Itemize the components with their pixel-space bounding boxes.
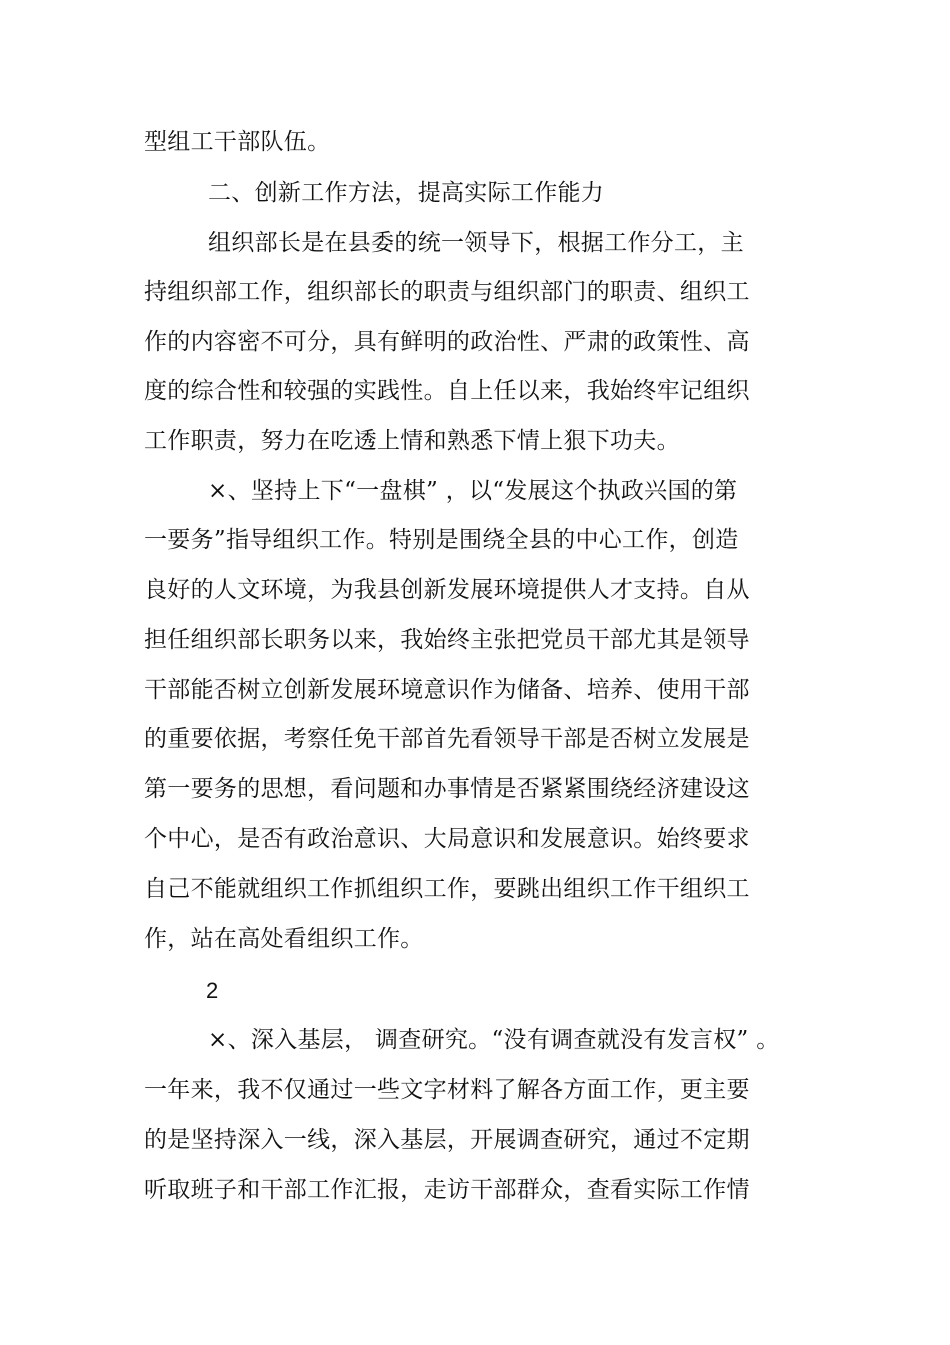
text-line: ×、坚持上下“一盘棋” ，以“发展这个执政兴国的第: [208, 478, 738, 504]
text-line: 作，站在高处看组织工作。: [144, 926, 424, 952]
text-line: 良好的人文环境，为我县创新发展环境提供人才支持。自从: [144, 577, 750, 603]
text-line: 作的内容密不可分，具有鲜明的政治性、严肃的政策性、高: [144, 329, 750, 355]
text-line: 工作职责，努力在吃透上情和熟悉下情上狠下功夫。: [144, 428, 680, 454]
text-line: 自己不能就组织工作抓组织工作，要跳出组织工作干组织工: [144, 876, 750, 902]
text-line: ×、深入基层， 调查研究。“没有调查就没有发言权” 。: [208, 1027, 780, 1053]
section-heading: 二、创新工作方法，提高实际工作能力: [208, 180, 605, 206]
text-line: 持组织部工作，组织部长的职责与组织部门的职责、组织工: [144, 279, 750, 305]
text-line: 第一要务的思想，看问题和办事情是否紧紧围绕经济建设这: [144, 776, 750, 802]
text-line: 一年来，我不仅通过一些文字材料了解各方面工作，更主要: [144, 1077, 750, 1103]
text-line: 的是坚持深入一线，深入基层，开展调查研究，通过不定期: [144, 1127, 750, 1153]
text-line: 担任组织部长职务以来，我始终主张把党员干部尤其是领导: [144, 627, 750, 653]
text-line: 干部能否树立创新发展环境意识作为储备、培养、使用干部: [144, 677, 750, 703]
text-line: 的重要依据，考察任免干部首先看领导干部是否树立发展是: [144, 726, 750, 752]
text-line: 型组工干部队伍。: [144, 129, 331, 155]
text-line: 组织部长是在县委的统一领导下，根据工作分工，主: [208, 230, 744, 256]
text-line: 度的综合性和较强的实践性。自上任以来，我始终牢记组织: [144, 378, 750, 404]
text-line: 听取班子和干部工作汇报，走访干部群众，查看实际工作情: [144, 1177, 750, 1203]
text-line: 个中心，是否有政治意识、大局意识和发展意识。始终要求: [144, 826, 750, 852]
page-number: 2: [206, 978, 219, 1003]
text-line: 一要务”指导组织工作。特别是围绕全县的中心工作，创造: [144, 527, 739, 553]
